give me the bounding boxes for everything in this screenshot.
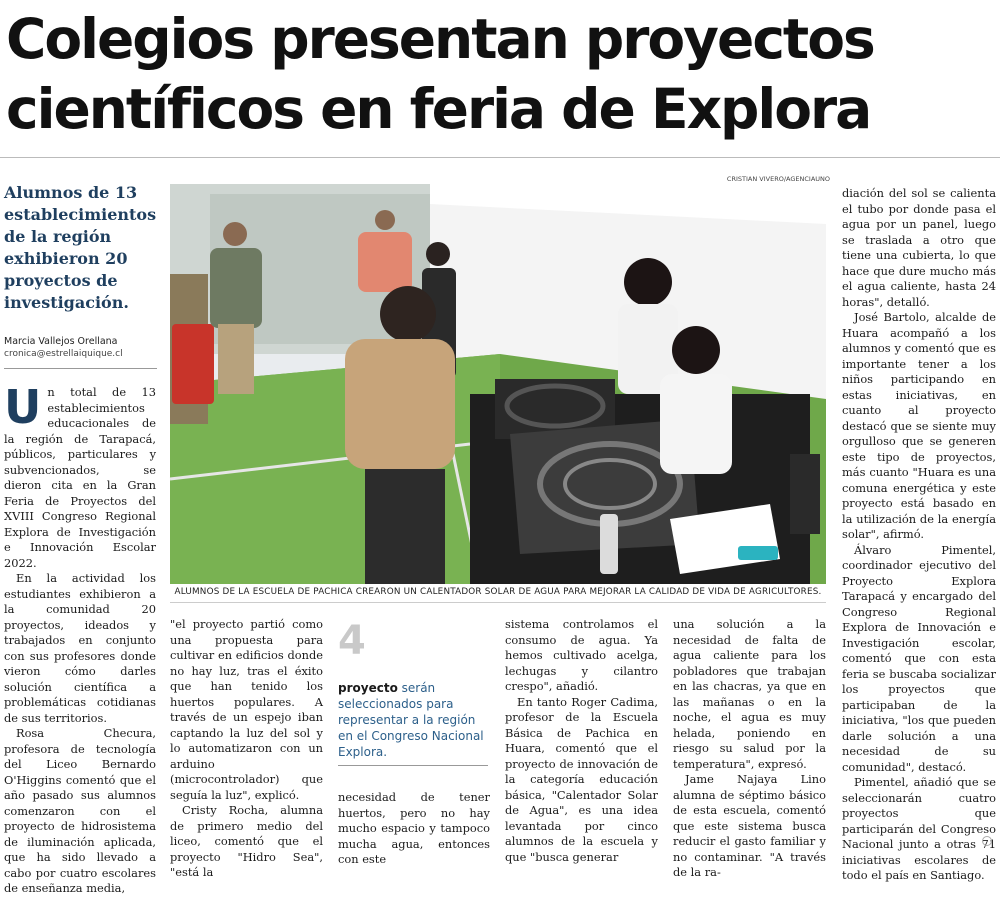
article-column-5 bbox=[673, 617, 826, 879]
paragraph: Álvaro Pimentel, coordinador ejecutivo del Proyecto Explora Tarapacá y encargado del Congreso Regional Explora de Innovación e Investigación escolar, comentó que con esta feria se buscaba socializar los proyectos que participaban de la iniciativa, "los que pueden darle solución a una necesidad de su comunidad", destacó. bbox=[842, 542, 996, 774]
article-column-3 bbox=[338, 790, 490, 866]
paragraph: necesidad de tener huertos, pero no hay mucho espacio y tampoco mucha agua, entonces con este bbox=[338, 790, 490, 866]
photo-credit: CRISTIAN VIVERO/AGENCIAUNO bbox=[726, 175, 830, 183]
paragraph: José Bartolo, alcalde de Huara acompañó a los alumnos y comentó que es importante tener a los niños participando en estas iniciativas, en cuanto al proyecto destacó que se siente muy orgulloso que se generen este tipo de proyectos, más cuanto "Huara es una comuna energética y este proyecto está basado en la utilización de la energía solar", afirmó. bbox=[842, 310, 996, 541]
headline-line-2: científicos en feria de Explora bbox=[6, 77, 871, 141]
byline-rule bbox=[4, 368, 157, 369]
paragraph: "el proyecto partió como una propuesta para cultivar en edificios donde no hay luz, tras el éxito que han tenido los huertos populares. A través de un espejo iban captando la luz del sol y lo automatizaron con un arduino (microcontrolador) que seguía la luz", explicó. bbox=[170, 617, 323, 802]
paragraph: Rosa Checura, profesora de tecnología del Liceo Bernardo O'Higgins comentó que el año pasado sus alumnos comenzaron con el proyecto de hidrosistema de iluminación aplicada, que ha sido llevado a cabo por cuatro escolares de enseñanza media, bbox=[4, 726, 156, 895]
headline bbox=[6, 4, 996, 144]
fact-rule bbox=[338, 765, 488, 766]
headline-rule bbox=[0, 157, 1000, 158]
photo-caption: ALUMNOS DE LA ESCUELA DE PACHICA CREARON UN CALENTADOR SOLAR DE AGUA PARA MEJORAR LA CALIDAD DE VIDA DE AGRICULTORES. bbox=[174, 587, 822, 597]
paragraph: En la actividad los estudiantes exhibieron a la comunidad 20 proyectos, ideados y trabajados en conjunto con sus profesores donde vieron cómo darles solución científica a problemáticas cotidianas de sus territorios. bbox=[4, 571, 156, 725]
subheadline: Alumnos de 13 establecimientos de la región exhibieron 20 proyectos de investigación. bbox=[4, 183, 157, 312]
article-column-2 bbox=[170, 617, 323, 879]
lead-paragraph: Un total de 13 establecimientos educacionales de la región de Tarapacá, públicos, particulares y subvencionados, se dieron cita en la Gran Feria de Proyectos del XVIII Congreso Regional Explora de Investigación e Innovación Escolar 2022. bbox=[4, 380, 156, 570]
paragraph: Cristy Rocha, alumna de primero medio del liceo, comentó que el proyecto "Hidro Sea", "está la bbox=[170, 803, 323, 879]
fact-text: proyecto serán seleccionados para representar a la región en el Congreso Nacional Explora. bbox=[338, 681, 484, 759]
article-column-6 bbox=[842, 186, 996, 882]
paragraph: una solución a la necesidad de falta de agua caliente para los pobladores que trabajan en las chacras, ya que en las mañanas o en la noche, el agua es muy helada, poniendo en riesgo su salud por la temperatura", expresó. bbox=[673, 617, 826, 771]
paragraph: Pimentel, añadió que se seleccionarán cuatro proyectos que participarán del Congreso Nacional junto a otras 71 iniciativas escolares de todo el país en Santiago. bbox=[842, 775, 996, 882]
fact-number: 4 bbox=[338, 618, 366, 664]
paragraph: diación del sol se calienta el tubo por donde pasa el agua por un panel, luego se traslada a otro que tiene una cubierta, lo que hace que dure mucho más el agua caliente, hasta 24 horas", detalló. bbox=[842, 186, 996, 309]
headline-line-1: Colegios presentan proyectos bbox=[6, 7, 874, 71]
fact-keyword: proyecto bbox=[338, 681, 398, 695]
author-email[interactable]: cronica@estrellaiquique.cl bbox=[4, 349, 123, 359]
author-name: Marcia Vallejos Orellana bbox=[4, 336, 118, 347]
article-photo bbox=[170, 184, 826, 584]
paragraph: En tanto Roger Cadima, profesor de la Escuela Básica de Pachica en Huara, comentó que el proyecto de innovación de la categoría educación básica, "Calentador Solar de Agua", es una idea levantada por cinco alumnos de la escuela y que "busca generar bbox=[505, 694, 658, 864]
caption-rule bbox=[170, 602, 826, 603]
gear-icon bbox=[982, 836, 992, 846]
paragraph: Jame Najaya Lino alumna de séptimo básico de esta escuela, comentó que este sistema busca reducir el gasto familiar y no contaminar. "A través de la ra- bbox=[673, 772, 826, 879]
drop-cap: U bbox=[4, 380, 42, 434]
article-column-1 bbox=[4, 380, 156, 895]
paragraph: sistema controlamos el consumo de agua. Ya hemos cultivado acelga, lechugas y cilantro crespo", añadió. bbox=[505, 617, 658, 693]
article-column-4 bbox=[505, 617, 658, 864]
